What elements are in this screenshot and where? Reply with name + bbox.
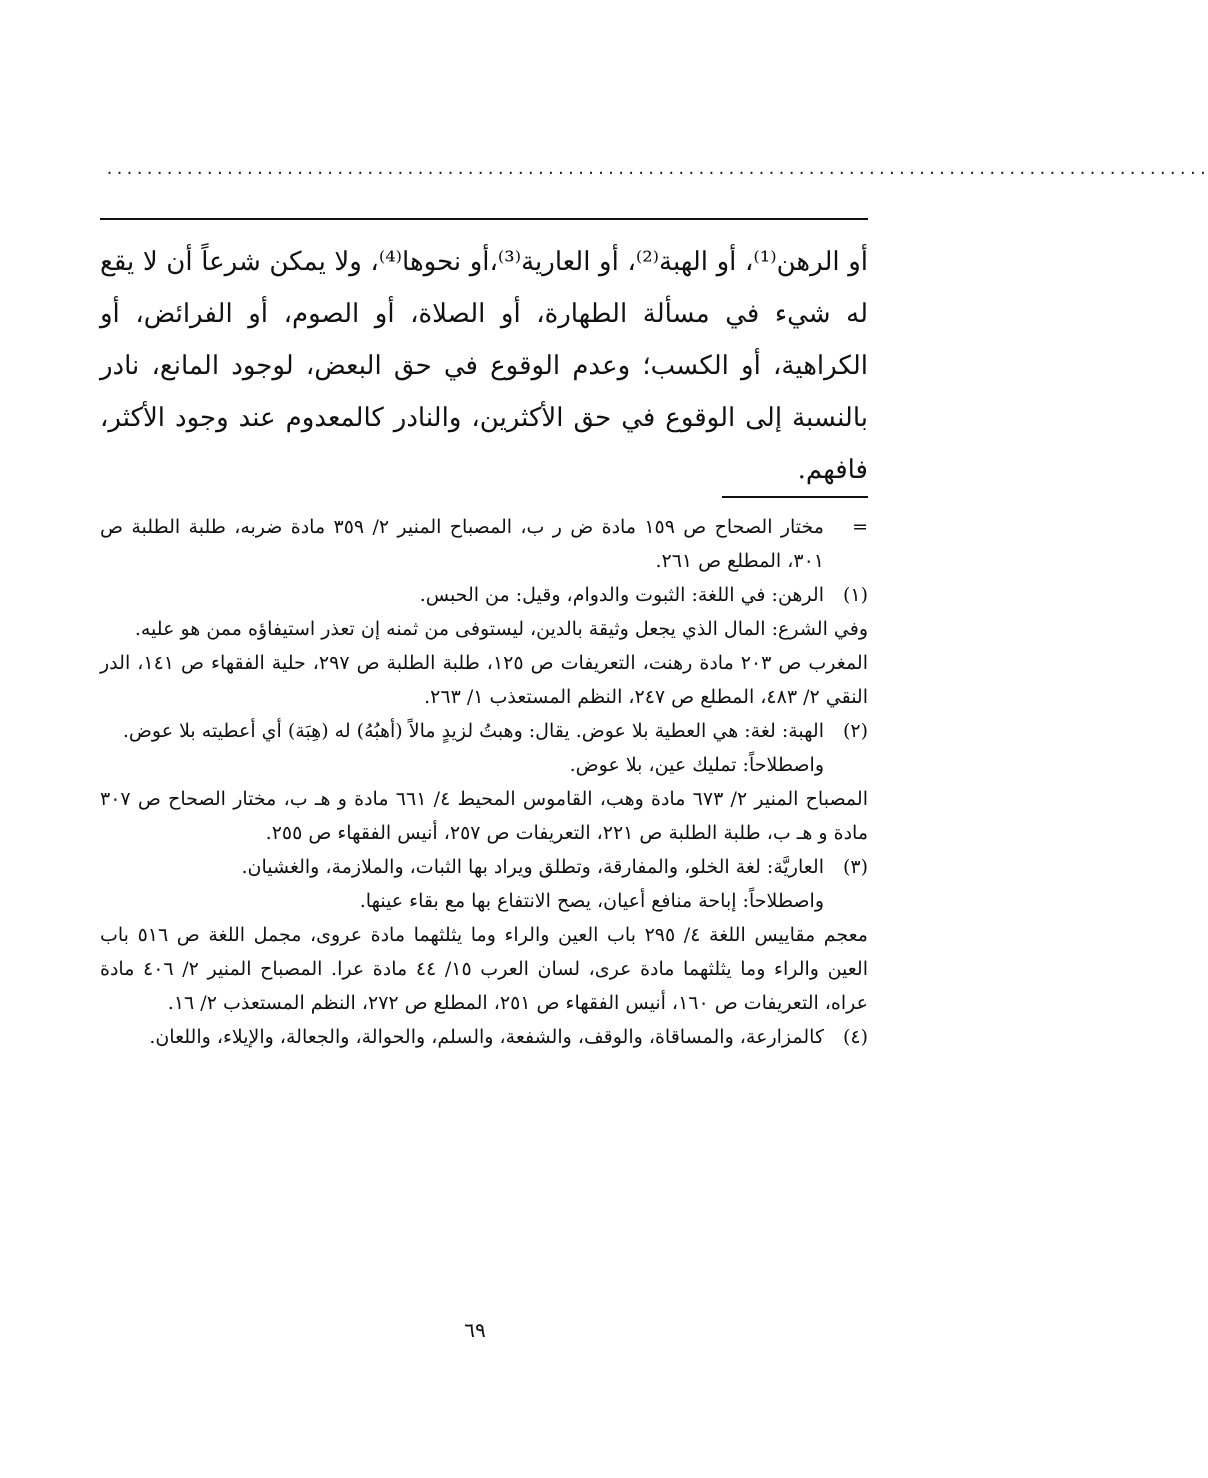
footnote-text: الهبة: لغة: هي العطية بلا عوض. يقال: وهبتُ لزيدٍ مالاً (أهبُهُ) له (هِبَة) أي أعطيته بلا عوض. (122, 720, 824, 742)
footnotes (100, 510, 868, 1054)
footnote-marker: (١) (842, 584, 868, 606)
footnote-1 (100, 578, 868, 612)
footnote-text: معجم مقاييس اللغة ٤/ ٢٩٥ باب العين والراء وما يثلثهما مادة عروى، مجمل اللغة ص ٥١٦ باب العين والراء وما يثلثهما مادة عرى، لسان العرب ١٥/ ٤٤ مادة عرا. المصباح المنير ٢/ ٤٠٦ مادة عراه، التعريفات ص ١٦٠، أنيس الفقهاء ص ٢٥١، المطلع ص ٢٧٢، النظم المستعذب ٢/ ١٦. (100, 924, 868, 1014)
footnote-text: كالمزارعة، والمساقاة، والوقف، والشفعة، والسلم، والحوالة، والجعالة، والإيلاء، واللعان. (149, 1026, 824, 1048)
main-text (100, 236, 868, 496)
footnote-2-cont (100, 782, 868, 850)
footnote-text: العاريَّة: لغة الخلو، والمفارقة، وتطلق ويراد بها الثبات، والملازمة، والغشيان. (241, 856, 824, 878)
footnote-rule (722, 496, 868, 498)
dotted-separator: .............................................................................................................. (105, 160, 1208, 178)
main-paragraph: أو الرهن⁽¹⁾، أو الهبة⁽²⁾، أو العارية⁽³⁾،أو نحوها⁽⁴⁾، ولا يمكن شرعاً أن لا يقع له شيء في مسألة الطهارة، أو الصلاة، أو الصوم، أو الفرائض، أو الكراهية، أو الكسب؛ وعدم الوقوع في حق البعض، لوجود المانع، نادر بالنسبة إلى الوقوع في حق الأكثرين، والنادر كالمعدوم عند وجود الأكثر، فافهم. (100, 247, 868, 485)
footnote-text: واصطلاحاً: تمليك عين، بلا عوض. (569, 754, 824, 776)
footnote-text: المغرب ص ٢٠٣ مادة رهنت، التعريفات ص ١٢٥، طلبة الطلبة ص ٢٩٧، حلية الفقهاء ص ١٤١، الدر النقي ٢/ ٤٨٣، المطلع ص ٢٤٧، النظم المستعذب ١/ ٢٦٣. (100, 652, 868, 708)
footnote-text: وفي الشرع: المال الذي يجعل وثيقة بالدين، ليستوفى من ثمنه إن تعذر استيفاؤه ممن هو عليه. (134, 618, 868, 640)
footnote-3-cont (100, 918, 868, 1020)
footnote-3 (100, 850, 868, 918)
footnote-marker: (٣) (842, 856, 868, 878)
footnote-marker: (٤) (842, 1026, 868, 1048)
footnote-4 (100, 1020, 868, 1054)
footnote-continuation (100, 510, 868, 578)
footnote-1-cont (100, 612, 868, 714)
footnote-text: الرهن: في اللغة: الثبوت والدوام، وقيل: من الحبس. (419, 584, 824, 606)
footnote-text: واصطلاحاً: إباحة منافع أعيان، يصح الانتفاع بها مع بقاء عينها. (359, 890, 824, 912)
footnote-marker: (٢) (842, 720, 868, 742)
footnote-marker: = (852, 516, 868, 538)
page-number: ٦٩ (464, 1318, 486, 1342)
footnote-2 (100, 714, 868, 782)
footnote-text: مختار الصحاح ص ١٥٩ مادة ض ر ب، المصباح المنير ٢/ ٣٥٩ مادة ضربه، طلبة الطلبة ص ٣٠١، المطلع ص ٢٦١. (100, 516, 824, 572)
footnote-text: المصباح المنير ٢/ ٦٧٣ مادة وهب، القاموس المحيط ٤/ ٦٦١ مادة و هـ ب، مختار الصحاح ص ٣٠٧ مادة و هـ ب، طلبة الطلبة ص ٢٢١، التعريفات ص ٢٥٧، أنيس الفقهاء ص ٢٥٥. (100, 788, 868, 844)
top-rule (100, 218, 868, 220)
